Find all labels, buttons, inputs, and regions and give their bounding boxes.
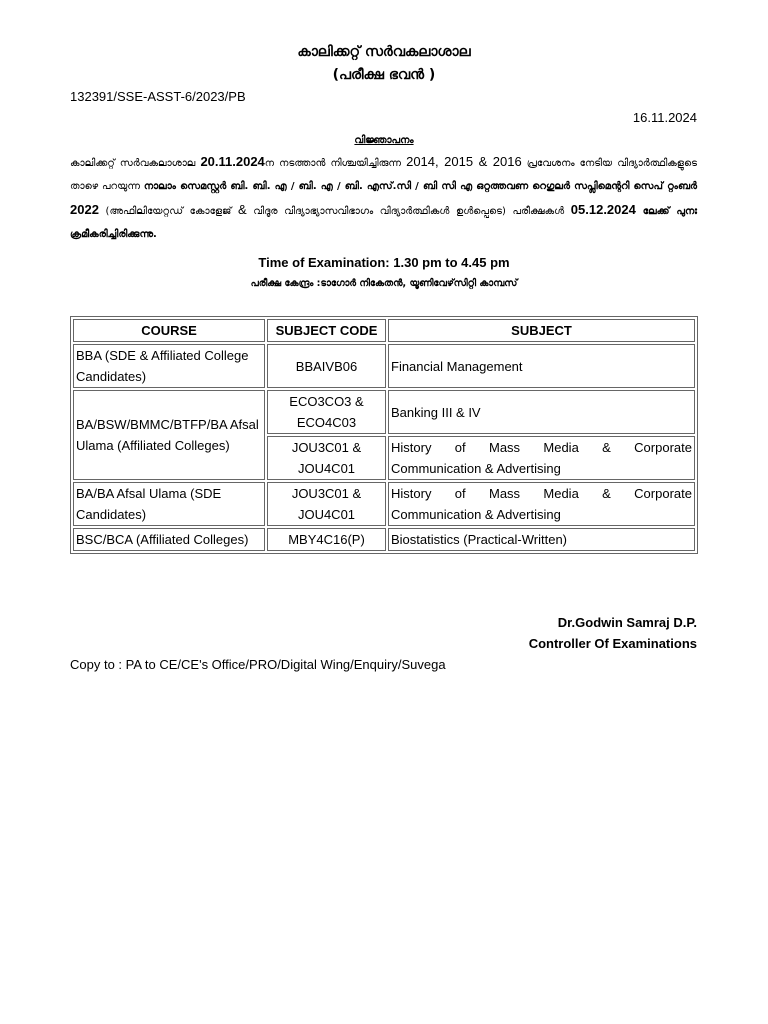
w: Mass [488, 440, 521, 455]
w: Media [543, 440, 579, 455]
course-cell: BSC/BCA (Affiliated Colleges) [73, 528, 265, 551]
body-text-4: (അഫിലിയേറ്റഡ് കോളേജ് [98, 206, 238, 217]
body-text-3: പ്രവേശനം നേടിയ വിദ്യാർത്ഥികളുടെ താഴെ പറയുന്ന [70, 158, 697, 192]
university-name: കാലിക്കറ്റ് സർവകലാശാല [297, 44, 471, 60]
subject-cell: Banking III & IV [388, 390, 695, 434]
notice-date: 16.11.2024 [632, 110, 697, 125]
exam-schedule-table [70, 316, 698, 554]
w: & [602, 486, 611, 501]
subject-line-2: Communication & Advertising [391, 507, 561, 522]
table-row [73, 344, 695, 388]
copy-to: Copy to : PA to CE/CE's Office/PRO/Digital Wing/Enquiry/Suvega [70, 657, 446, 672]
signatory-name: Dr.Godwin Samraj D.P. [557, 615, 697, 630]
body-text-2: ന നടത്താൻ നിശ്ചയിച്ചിരുന്ന [264, 158, 407, 169]
code-cell: JOU3C01 & JOU4C01 [267, 482, 386, 526]
body-text-1: കാലിക്കറ്റ് സർവകലാശാല [70, 158, 201, 169]
course-cell: BBA (SDE & Affiliated College Candidates) [73, 344, 265, 388]
table-row [73, 390, 695, 434]
w: Corporate [634, 440, 692, 455]
exam-time: Time of Examination: 1.30 pm to 4.45 pm [258, 255, 510, 270]
code-cell: ECO3CO3 & ECO4C03 [267, 390, 386, 434]
body-exam-name: നാലാം സെമസ്റ്റർ ബി. ബി. എ / ബി. എ / ബി. എസ്.സി / ബി സി എ ഒറ്റത്തവണ റെഗുലർ സപ്ലിമെന്ററി സെപ് റ്റംബർ [143, 181, 697, 192]
body-text-5: വിദൂര വിദ്യാഭ്യാസവിഭാഗം വിദ്യാർത്ഥികൾ ഉൾപ്പെടെ) പരീക്ഷകൾ [246, 206, 571, 217]
subject-cell [388, 482, 695, 526]
subject-line-1 [391, 483, 692, 504]
body-text-6: ലേക്ക് പുനഃ ക്രമീകരിച്ചിരിക്കുന്നു. [70, 206, 697, 240]
subject-cell: Financial Management [388, 344, 695, 388]
w: Mass [488, 486, 521, 501]
w: Corporate [634, 486, 692, 501]
table-row [73, 528, 695, 551]
body-new-date: 05.12.2024 [570, 202, 636, 217]
office-name: (പരീക്ഷ ഭവൻ ) [332, 67, 436, 83]
notice-heading: വിജ്ഞാപനം [354, 135, 414, 146]
body-exam-year: 2022 [70, 202, 99, 217]
subject-cell: Biostatistics (Practical-Written) [388, 528, 695, 551]
w: of [454, 486, 466, 501]
w: & [602, 440, 611, 455]
header-subject: SUBJECT [388, 319, 695, 342]
header-subject-code: SUBJECT CODE [267, 319, 386, 342]
signatory-title: Controller Of Examinations [528, 636, 697, 651]
subject-line-1 [391, 437, 692, 458]
body-original-date: 20.11.2024 [200, 154, 265, 169]
course-cell: BA/BSW/BMMC/BTFP/BA Afsal Ulama (Affiliated Colleges) [73, 390, 265, 480]
course-cell: BA/BA Afsal Ulama (SDE Candidates) [73, 482, 265, 526]
w: of [454, 440, 466, 455]
code-cell: MBY4C16(P) [267, 528, 386, 551]
w: Media [543, 486, 579, 501]
body-admission-years: 2014, 2015 & 2016 [406, 154, 522, 169]
subject-cell [388, 436, 695, 480]
code-cell: JOU3C01 & JOU4C01 [267, 436, 386, 480]
notice-body [70, 150, 697, 246]
subject-line-2: Communication & Advertising [391, 461, 561, 476]
w: History [391, 440, 432, 455]
code-cell: BBAIVB06 [267, 344, 386, 388]
exam-centre: പരീക്ഷ കേന്ദ്രം :ടാഗോർ നികേതൻ, യൂണിവേഴ്‌സിറ്റി കാമ്പസ് [250, 278, 518, 289]
header-course: COURSE [73, 319, 265, 342]
table-row [73, 482, 695, 526]
table-header-row [73, 319, 695, 342]
w: History [391, 486, 432, 501]
body-ampersand: & [237, 202, 247, 217]
reference-number: 132391/SSE-ASST-6/2023/PB [70, 89, 246, 104]
